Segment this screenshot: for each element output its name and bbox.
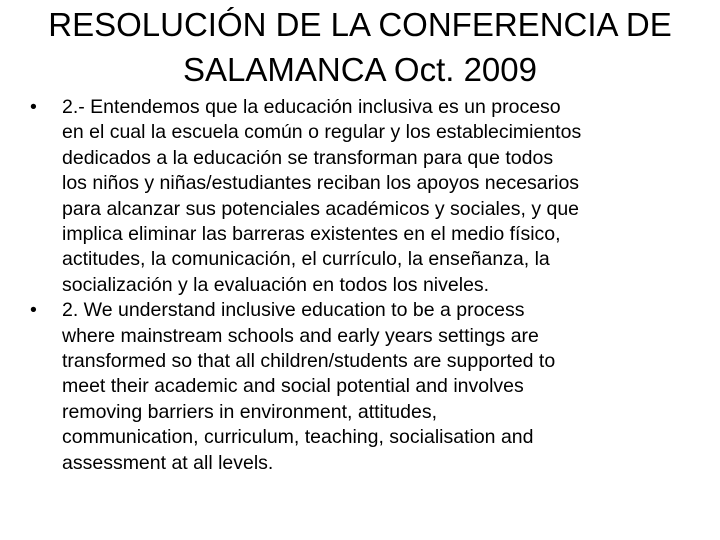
bullet-line: where mainstream schools and early years settings are <box>62 324 539 347</box>
bullet-line: para alcanzar sus potenciales académicos y sociales, y que <box>62 197 580 220</box>
bullet-icon: • <box>30 299 37 322</box>
slide-title-line-1: RESOLUCIÓN DE LA CONFERENCIA DE <box>48 6 672 43</box>
bullet-line: implica eliminar las barreras existentes en el medio físico, <box>62 223 561 246</box>
bullet-list <box>30 95 694 476</box>
bullet-line: transformed so that all children/students are supported to <box>62 350 556 373</box>
bullet-text-english <box>62 298 694 476</box>
bullet-icon: • <box>30 96 37 118</box>
bullet-line: 2.- Entendemos que la educación inclusiva es un proceso <box>62 96 561 118</box>
bullet-line: removing barriers in environment, attitudes, <box>62 400 438 423</box>
bullet-item-spanish <box>30 95 694 298</box>
bullet-item-english <box>30 298 694 476</box>
bullet-line: actitudes, la comunicación, el currículo, la enseñanza, la <box>62 248 550 271</box>
bullet-line: en el cual la escuela común o regular y los establecimientos <box>62 121 582 144</box>
bullet-line: meet their academic and social potential and involves <box>62 375 524 398</box>
slide-title <box>20 2 700 92</box>
bullet-line: 2. We understand inclusive education to be a process <box>62 299 525 322</box>
bullet-line: assessment at all levels. <box>62 451 274 474</box>
bullet-line: communication, curriculum, teaching, socialisation and <box>62 426 534 449</box>
bullet-line: los niños y niñas/estudiantes reciban los apoyos necesarios <box>62 172 580 195</box>
bullet-line: dedicados a la educación se transforman para que todos <box>62 146 554 169</box>
bullet-text-spanish <box>62 95 694 298</box>
bullet-line: socialización y la evaluación en todos los niveles. <box>62 273 490 296</box>
slide-title-line-2: SALAMANCA Oct. 2009 <box>183 51 537 88</box>
